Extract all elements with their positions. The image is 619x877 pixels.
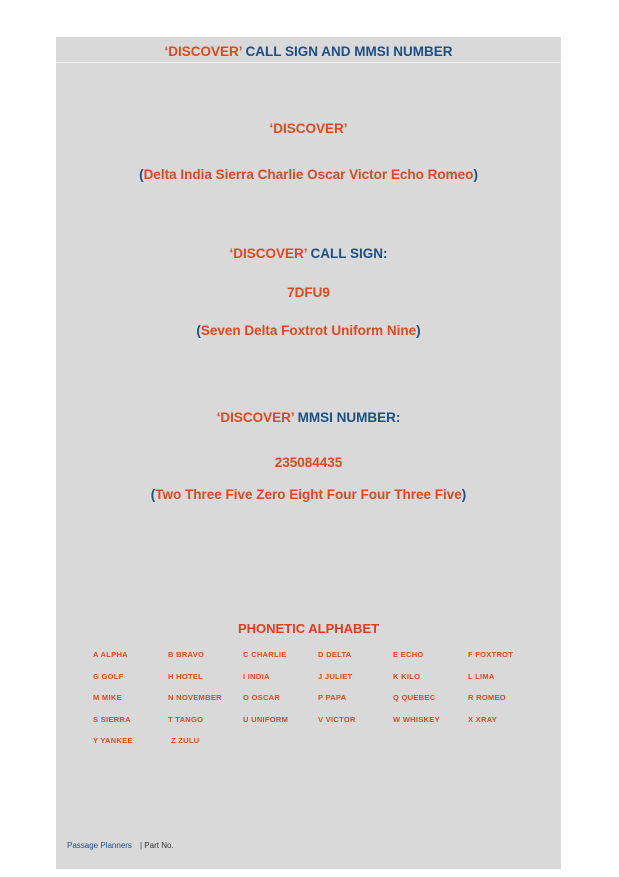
phonetic-entry: L LIMA [468, 672, 495, 681]
phonetic-entry: T TANGO [168, 715, 204, 724]
phonetic-entry: H HOTEL [168, 672, 204, 681]
open-paren: ( [139, 167, 144, 182]
phonetic-entry: S SIERRA [93, 715, 131, 724]
vessel-name: ‘DISCOVER’ [269, 121, 348, 136]
callsign-vessel-name: ‘DISCOVER’ [229, 246, 307, 261]
callsign-value: 7DFU9 [287, 285, 330, 300]
mmsi-vessel-name: ‘DISCOVER’ [216, 410, 294, 425]
phonetic-entry: A ALPHA [93, 650, 128, 659]
phonetic-entry: B BRAVO [168, 650, 205, 659]
close-paren: ) [473, 167, 478, 182]
phonetic-entry: V VICTOR [318, 715, 356, 724]
phonetic-entry: D DELTA [318, 650, 352, 659]
callsign-spelled-text: Seven Delta Foxtrot Uniform Nine [200, 323, 417, 338]
header-heading-text: CALL SIGN AND MMSI NUMBER [245, 44, 453, 59]
callsign-label: CALL SIGN: [310, 246, 388, 261]
header-divider [56, 62, 561, 63]
mmsi-value: 235084435 [274, 455, 343, 470]
phonetic-entry: M MIKE [93, 693, 122, 702]
vessel-name-spelled [56, 167, 561, 182]
open-paren: ( [150, 487, 156, 502]
close-paren: ) [461, 487, 467, 502]
phonetic-entry: C CHARLIE [243, 650, 287, 659]
phonetic-entry: R ROMEO [468, 693, 506, 702]
phonetic-entry: K KILO [393, 672, 421, 681]
phonetic-entry: Z ZULU [171, 736, 200, 745]
document-page [56, 37, 561, 869]
footer-part-number: | Part No. [140, 841, 174, 850]
close-paren: ) [416, 323, 421, 338]
phonetic-entry: P PAPA [318, 693, 347, 702]
callsign-spelled [56, 323, 561, 338]
phonetic-entry: E ECHO [393, 650, 424, 659]
phonetic-alphabet-title: PHONETIC ALPHABET [237, 621, 380, 636]
footer-company: Passage Planners [67, 841, 132, 850]
page-header-title [56, 44, 561, 59]
mmsi-spelled-text: Two Three Five Zero Eight Four Four Three Five [155, 487, 462, 502]
header-vessel-name: ‘DISCOVER’ [164, 44, 242, 59]
open-paren: ( [196, 323, 201, 338]
phonetic-entry: U UNIFORM [243, 715, 289, 724]
phonetic-entry: Q QUEBEC [393, 693, 436, 702]
callsign-heading [56, 246, 561, 261]
phonetic-entry: J JULIET [318, 672, 353, 681]
phonetic-entry: W WHISKEY [393, 715, 440, 724]
vessel-name-spelled-text: Delta India Sierra Charlie Oscar Victor Echo Romeo [143, 167, 474, 182]
phonetic-entry: I INDIA [243, 672, 270, 681]
mmsi-heading [56, 410, 561, 425]
phonetic-entry: G GOLF [93, 672, 124, 681]
phonetic-entry: X XRAY [468, 715, 498, 724]
phonetic-entry: F FOXTROT [468, 650, 514, 659]
mmsi-spelled [56, 487, 561, 502]
phonetic-entry: Y YANKEE [93, 736, 133, 745]
phonetic-entry: N NOVEMBER [168, 693, 222, 702]
mmsi-label: MMSI NUMBER: [297, 410, 401, 425]
phonetic-entry: O OSCAR [243, 693, 281, 702]
